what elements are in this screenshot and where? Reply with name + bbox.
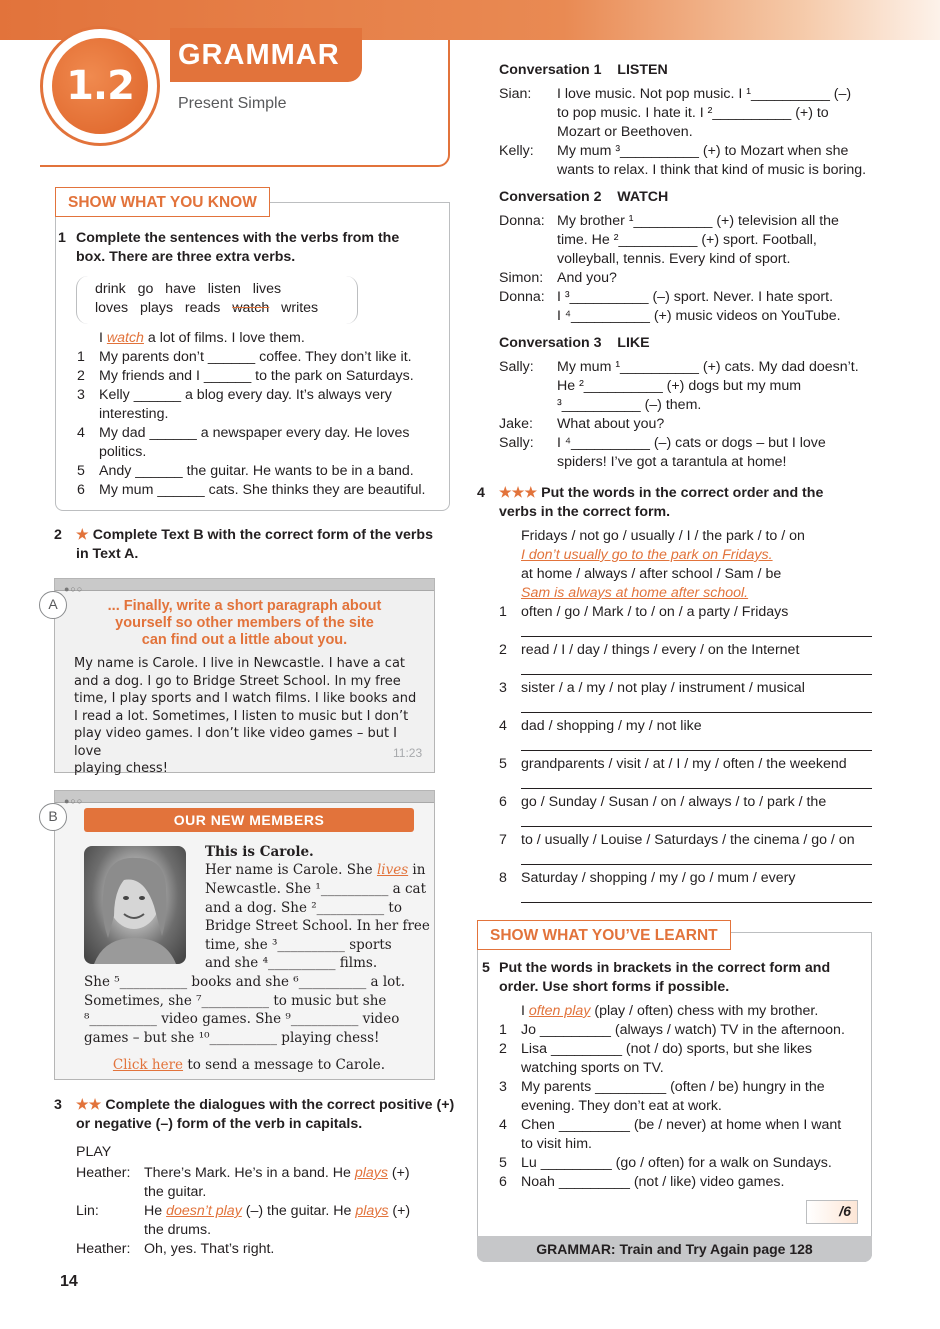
text: Oh, yes. That’s right. <box>144 1241 275 1257</box>
item-number: 6 <box>77 482 85 498</box>
example-sentence <box>99 329 305 348</box>
score-box: /6 <box>806 1200 858 1224</box>
item-number: 8 <box>499 870 507 886</box>
item-text: read / I / day / things / every / on the Internet <box>521 642 800 658</box>
conversation-verb: LISTEN <box>617 62 668 78</box>
answer: plays <box>355 1203 389 1219</box>
top-banner <box>0 0 940 40</box>
item-text: Noah _________ (not / like) video games. <box>521 1174 785 1190</box>
conversation-title <box>499 61 668 80</box>
text-b-label: B <box>39 803 67 831</box>
item-number: 6 <box>499 1174 507 1190</box>
conversation-label: Conversation 3 <box>499 335 602 351</box>
exercise-instruction: in Text A. <box>76 546 139 562</box>
answer-line <box>521 864 872 865</box>
window-titlebar <box>55 791 434 803</box>
item-number: 1 <box>77 349 85 365</box>
word-list: writes <box>269 300 319 316</box>
item-text: watching sports on TV. <box>521 1060 664 1076</box>
dialogue-line: to pop music. I hate it. I ²__________ (+) to <box>557 105 829 121</box>
item-text: Jo _________ (always / watch) TV in the afternoon. <box>521 1022 845 1038</box>
exercise-instruction <box>76 526 433 545</box>
text: a lot of films. I love them. <box>143 330 305 346</box>
exercise-number: 1 <box>58 230 66 246</box>
dialogue-line: ³__________ (–) them. <box>557 397 702 413</box>
dialogue-line: Mozart or Beethoven. <box>557 124 693 140</box>
prompt-line: ... Finally, write a short paragraph about <box>107 598 382 614</box>
item-number: 3 <box>77 387 85 403</box>
speaker-name: Sally: <box>499 359 534 375</box>
text-a-line: My name is Carole. I live in Newcastle. I have a cat <box>74 656 406 671</box>
item-text: My parents _________ (often / be) hungry in the <box>521 1079 825 1095</box>
exercise-instruction: Put the words in brackets in the correct form and <box>499 960 831 976</box>
dialogue-heading: PLAY <box>76 1144 112 1160</box>
item-text: often / go / Mark / to / on / a party / Fridays <box>521 604 789 620</box>
item-text: Kelly ______ a blog every day. It’s always very <box>99 387 392 403</box>
text: I <box>521 1003 529 1019</box>
speaker-name: Heather: <box>76 1241 131 1257</box>
text: (+) <box>387 1165 410 1181</box>
dialogue-line: I ⁴__________ (–) cats or dogs – but I love <box>557 435 826 451</box>
star-icon: ★ <box>76 527 89 543</box>
speaker-name: Donna: <box>499 213 545 229</box>
item-text: politics. <box>99 444 147 460</box>
portrait-image <box>84 846 186 964</box>
exercise-number: 4 <box>477 485 485 501</box>
dialogue-line: My mum ¹__________ (+) cats. My dad doesn’t. <box>557 359 859 375</box>
profile-photo <box>84 846 186 964</box>
dialogue-line <box>144 1221 211 1240</box>
show-what-you-learnt-tab: SHOW WHAT YOU’VE LEARNT <box>477 920 731 950</box>
exercise-number: 5 <box>482 960 490 976</box>
dialogue-line <box>144 1202 410 1221</box>
exercise-instruction: verbs in the correct form. <box>499 504 671 520</box>
text: Her name is Carole. She <box>205 862 377 878</box>
item-text: Saturday / shopping / my / go / mum / every <box>521 870 796 886</box>
exercise-number: 3 <box>54 1097 62 1113</box>
conversation-title <box>499 188 668 207</box>
profile-heading: This is Carole. <box>205 844 314 860</box>
example-answer: watch <box>106 330 144 346</box>
dialogue-line: And you? <box>557 270 617 286</box>
item-number: 1 <box>499 1022 507 1038</box>
prompt-line: yourself so other members of the site <box>115 615 374 631</box>
window-buttons-icon: ●○○ <box>64 796 84 806</box>
text-b-line: time, she ³__________ sports <box>205 936 392 953</box>
item-number: 1 <box>499 604 507 620</box>
text-a-body <box>74 655 424 778</box>
item-number: 2 <box>77 368 85 384</box>
example-answer: often play <box>528 1003 591 1019</box>
dialogue-line: My mum ³__________ (+) to Mozart when she <box>557 143 849 159</box>
text-a-line: I read a lot. Sometimes, I listen to music but I don’t <box>74 708 409 724</box>
item-number: 3 <box>499 1079 507 1095</box>
example-answer: Sam is always at home after school. <box>521 585 749 601</box>
window-titlebar <box>55 579 434 591</box>
text-a-line: playing chess! <box>74 761 168 776</box>
text: (play / often) chess with my brother. <box>590 1003 819 1019</box>
show-what-you-know-tab: SHOW WHAT YOU KNOW <box>55 187 270 217</box>
item-text: Lisa _________ (not / do) sports, but she likes <box>521 1041 813 1057</box>
dialogue-line: He ²__________ (+) dogs but my mum <box>557 378 802 394</box>
example-answer: I don’t usually go to the park on Fridays. <box>521 547 773 563</box>
text-b-line: and a dog. She ²__________ to <box>205 899 402 916</box>
members-banner: OUR NEW MEMBERS <box>84 808 414 832</box>
item-number: 4 <box>499 1117 507 1133</box>
dialogue-line: My brother ¹__________ (+) television all the <box>557 213 839 229</box>
item-text: Lu _________ (go / often) for a walk on Sundays. <box>521 1155 832 1171</box>
item-text: Andy ______ the guitar. He wants to be in a band. <box>99 463 414 479</box>
answer-line <box>521 750 872 751</box>
text-a-label: A <box>39 591 67 619</box>
exercise-instruction: order. Use short forms if possible. <box>499 979 730 995</box>
item-number: 5 <box>77 463 85 479</box>
text: the guitar. <box>144 1184 207 1200</box>
dialogue-line: I ³__________ (–) sport. Never. I hate sport. <box>557 289 834 305</box>
text: He <box>144 1203 167 1219</box>
text-b-line: Sometimes, she ⁷__________ to music but she <box>84 992 387 1009</box>
text-b-line <box>205 861 425 880</box>
conversation-verb: WATCH <box>617 189 669 205</box>
text: Put the words in the correct order and the <box>541 485 824 501</box>
item-text: sister / a / my / not play / instrument / musical <box>521 680 805 696</box>
item-text: My friends and I ______ to the park on Saturdays. <box>99 368 414 384</box>
text: Complete the dialogues with the correct positive (+) <box>105 1097 455 1113</box>
item-text: My mum ______ cats. She thinks they are beautiful. <box>99 482 426 498</box>
conversation-label: Conversation 2 <box>499 189 602 205</box>
speaker-name: Kelly: <box>499 143 534 159</box>
text-b-line: and she ⁴__________ films. <box>205 955 378 972</box>
dialogue-line <box>144 1164 410 1183</box>
answer: doesn’t play <box>166 1203 242 1219</box>
text: the drums. <box>144 1222 212 1238</box>
text: to send a message to Carole. <box>183 1057 386 1073</box>
crossed-word: watch <box>232 300 270 316</box>
item-number: 3 <box>499 680 507 696</box>
text-b-line: Bridge Street School. In her free <box>205 918 430 935</box>
dialogue-line: spiders! I’ve got a tarantula at home! <box>557 454 787 470</box>
text-a-line: and a dog. I go to Bridge Street School. In my free <box>74 673 401 689</box>
answer-line <box>521 674 872 675</box>
speaker-name: Sally: <box>499 435 534 451</box>
page-number: 14 <box>60 1273 78 1290</box>
item-text: to visit him. <box>521 1136 592 1152</box>
example-prompt: at home / always / after school / Sam / be <box>521 566 782 582</box>
item-number: 7 <box>499 832 507 848</box>
item-text: evening. They don’t eat at work. <box>521 1098 722 1114</box>
word-list: loves plays reads <box>95 300 233 316</box>
conversation-verb: LIKE <box>617 335 650 351</box>
conversation-title <box>499 334 650 353</box>
text-b-body-full <box>84 973 414 1047</box>
dialogue-line: wants to relax. I think that kind of music is boring. <box>557 162 867 178</box>
text: Complete Text B with the correct form of the verbs <box>92 527 433 543</box>
speaker-name: Donna: <box>499 289 545 305</box>
speaker-name: Heather: <box>76 1165 131 1181</box>
text-a-prompt <box>76 598 413 649</box>
item-text: go / Sunday / Susan / on / always / to / park / the <box>521 794 827 810</box>
text-b-line: ⁸__________ video games. She ⁹__________ video <box>84 1011 400 1028</box>
dialogue-line <box>144 1240 274 1259</box>
dialogue-line: I ⁴__________ (+) music videos on YouTube. <box>557 308 841 324</box>
exercise-number: 2 <box>54 527 62 543</box>
unit-number: 1.2 <box>52 38 148 134</box>
item-text: interesting. <box>99 406 169 422</box>
item-text: dad / shopping / my / not like <box>521 718 702 734</box>
item-number: 5 <box>499 756 507 772</box>
exercise-instruction <box>76 1096 454 1115</box>
item-number: 5 <box>499 1155 507 1171</box>
item-text: grandparents / visit / at / I / my / often / the weekend <box>521 756 847 772</box>
item-number: 2 <box>499 1041 507 1057</box>
star-icon: ★★★ <box>499 485 538 501</box>
answer-line <box>521 902 872 903</box>
item-text: Chen _________ (be / never) at home when I want <box>521 1117 842 1133</box>
answer: lives <box>376 862 409 878</box>
speaker-name: Simon: <box>499 270 544 286</box>
window-buttons-icon: ●○○ <box>64 584 84 594</box>
text: (+) <box>388 1203 411 1219</box>
answer-line <box>521 636 872 637</box>
exercise-instruction <box>499 484 823 503</box>
dialogue-line: volleyball, tennis. Every kind of sport. <box>557 251 791 267</box>
footer-reference: GRAMMAR: Train and Try Again page 128 <box>477 1236 872 1262</box>
item-text: My parents don’t ______ coffee. They don’t like it. <box>99 349 412 365</box>
text-a-line: play video games. I don’t like video games – but I love <box>74 726 398 759</box>
answer-line <box>521 712 872 713</box>
section-subtitle: Present Simple <box>178 95 287 112</box>
word-box-row <box>95 299 318 318</box>
speaker-name: Jake: <box>499 416 533 432</box>
item-number: 6 <box>499 794 507 810</box>
text-a-line: time, I play sports and I watch films. I like books and <box>74 691 417 706</box>
answer-line <box>521 826 872 827</box>
prompt-line: can find out a little about you. <box>141 632 348 648</box>
dialogue-line: time. He ²__________ (+) sport. Football, <box>557 232 817 248</box>
speaker-name: Sian: <box>499 86 532 102</box>
example-sentence <box>521 1002 818 1021</box>
answer-line <box>521 788 872 789</box>
text-b-body <box>205 880 430 973</box>
section-title: GRAMMAR <box>170 28 362 82</box>
item-text: to / usually / Louise / Saturdays / the cinema / go / on <box>521 832 855 848</box>
post-time: 11:23 <box>393 746 423 760</box>
dialogue-line <box>144 1183 206 1202</box>
dialogue-line: What about you? <box>557 416 665 432</box>
item-text: My dad ______ a newspaper every day. He loves <box>99 425 410 441</box>
dialogue-line: I love music. Not pop music. I ¹__________ (–) <box>557 86 852 102</box>
speaker-name: Lin: <box>76 1203 99 1219</box>
star-icon: ★★ <box>76 1097 102 1113</box>
word-box-row: drink go have listen lives <box>95 281 282 297</box>
answer: plays <box>354 1165 388 1181</box>
item-number: 2 <box>499 642 507 658</box>
click-here-link[interactable]: Click here <box>112 1057 184 1073</box>
example-prompt: Fridays / not go / usually / I / the park / to / on <box>521 528 805 544</box>
exercise-instruction: or negative (–) form of the verb in capitals. <box>76 1116 363 1132</box>
exercise-instruction: box. There are three extra verbs. <box>76 249 296 265</box>
exercise-instruction: Complete the sentences with the verbs from the <box>76 230 400 246</box>
text-b-line: Newcastle. She ¹__________ a cat <box>205 881 427 897</box>
click-line <box>84 1056 414 1075</box>
text: in <box>408 862 426 878</box>
text: (–) the guitar. He <box>241 1203 356 1219</box>
text-b-line: games – but she ¹⁰__________ playing chess! <box>84 1029 380 1046</box>
item-number: 4 <box>77 425 85 441</box>
text: There’s Mark. He’s in a band. He <box>144 1165 355 1181</box>
text-b-line: She ⁵__________ books and she ⁶__________ a lot. <box>84 974 406 990</box>
text: I <box>99 330 107 346</box>
conversation-label: Conversation 1 <box>499 62 602 78</box>
item-number: 4 <box>499 718 507 734</box>
